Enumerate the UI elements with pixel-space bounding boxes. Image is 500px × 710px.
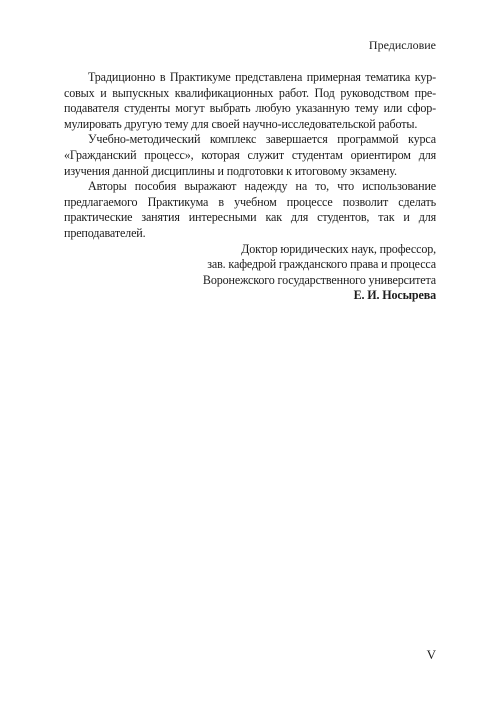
text-line: Учебно-методический комплекс завершается программой курса bbox=[88, 132, 436, 147]
text-line: Авторы пособия выражают надежду на то, что использование bbox=[88, 179, 436, 194]
text-line: предлагаемого Практикума в учебном процессе позволит сделать bbox=[64, 194, 436, 209]
text-line: «Гражданский процесс», которая служит студентам ориентиром для bbox=[64, 147, 436, 162]
main-text bbox=[64, 70, 436, 304]
text-line: изучения данной дисциплины и подготовки к итоговому экзамену. bbox=[64, 163, 397, 178]
paragraph-2 bbox=[64, 132, 436, 179]
paragraph-1 bbox=[64, 70, 436, 132]
text-line: совых и выпускных квалификационных работ. Под руководством пре- bbox=[64, 85, 436, 100]
paragraph-3 bbox=[64, 179, 436, 241]
signature-university: Воронежского государственного университета bbox=[202, 272, 436, 287]
text-line: практические занятия интересными как для студентов, так и для bbox=[64, 210, 436, 225]
running-header: Предисловие bbox=[368, 38, 436, 52]
text-line: подавателя студенты могут выбрать любую указанную тему или сфор- bbox=[64, 101, 436, 116]
signature-block bbox=[64, 242, 436, 304]
signature-position: зав. кафедрой гражданского права и процесса bbox=[207, 257, 436, 272]
signature-author-name: Е. И. Носырева bbox=[353, 288, 436, 303]
signature-degree: Доктор юридических наук, профессор, bbox=[241, 241, 436, 256]
text-line: преподавателей. bbox=[64, 225, 146, 240]
page-number: V bbox=[426, 647, 436, 662]
text-line: Традиционно в Практикуме представлена примерная тематика кур- bbox=[88, 70, 436, 84]
text-line: мулировать другую тему для своей научно-исследовательской работы. bbox=[64, 116, 418, 131]
